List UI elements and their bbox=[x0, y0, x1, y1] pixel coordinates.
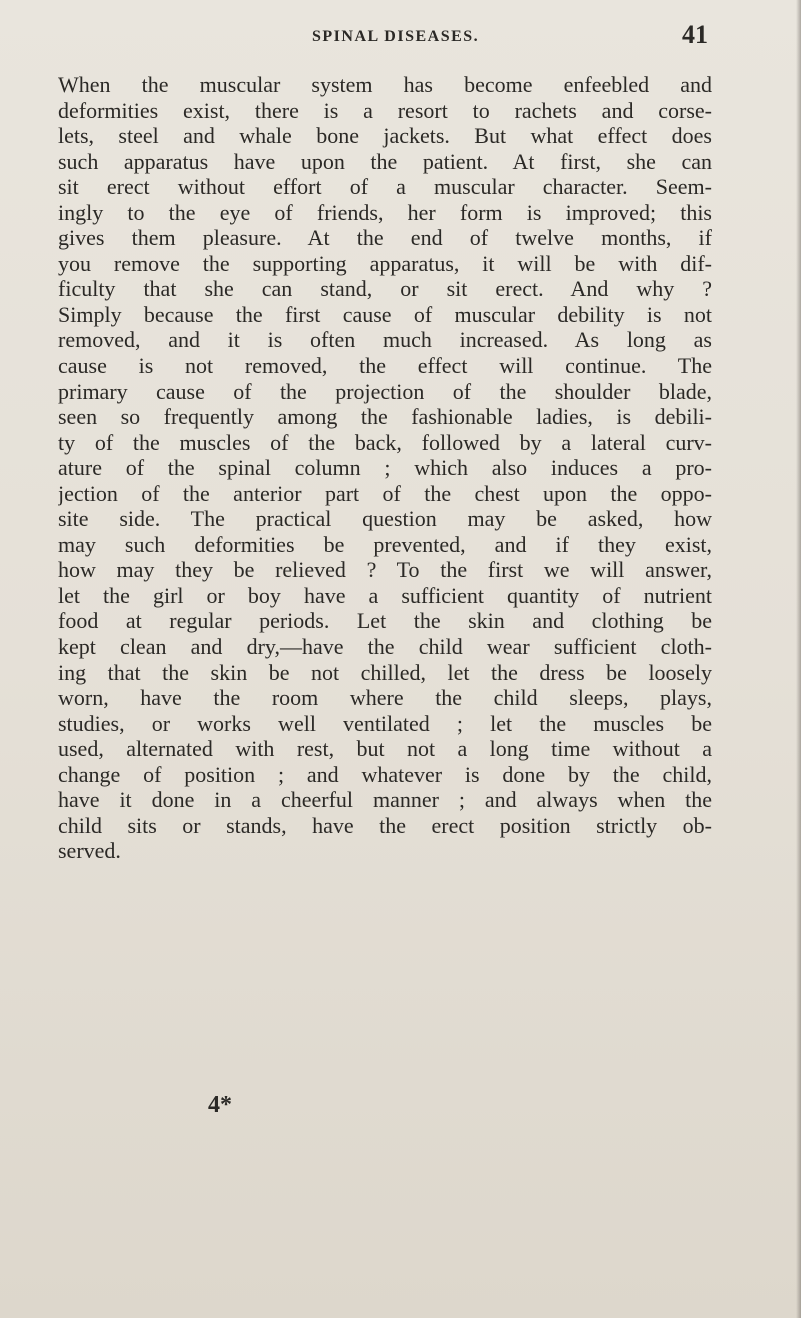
text-line: When the muscular system has become enfeebled and bbox=[58, 72, 712, 97]
text-line: deformities exist, there is a resort to rachets and corse- bbox=[58, 97, 712, 123]
text-line: used, alternated with rest, but not a long time without a bbox=[58, 736, 712, 762]
text-line: worn, have the room where the child sleeps, plays, bbox=[58, 685, 712, 711]
text-line: kept clean and dry,—have the child wear sufficient cloth- bbox=[58, 634, 712, 660]
text-line: ingly to the eye of friends, her form is improved; this bbox=[58, 199, 712, 225]
text-line: have it done in a cheerful manner ; and always when the bbox=[58, 787, 712, 813]
text-line: gives them pleasure. At the end of twelve months, if bbox=[58, 225, 712, 251]
body-text bbox=[58, 72, 712, 864]
text-line: change of position ; and whatever is done by the child, bbox=[58, 761, 712, 787]
text-line: you remove the supporting apparatus, it will be with dif- bbox=[58, 250, 712, 276]
text-line: food at regular periods. Let the skin and clothing be bbox=[58, 608, 712, 634]
text-line: how may they be relieved ? To the first we will answer, bbox=[58, 557, 712, 583]
page-edge-shadow bbox=[796, 0, 801, 1318]
text-line: ty of the muscles of the back, followed by a lateral curv- bbox=[58, 429, 712, 455]
text-line: ficulty that she can stand, or sit erect. And why ? bbox=[58, 276, 712, 302]
text-line: primary cause of the projection of the shoulder blade, bbox=[58, 378, 712, 404]
text-line: such apparatus have upon the patient. At first, she can bbox=[58, 148, 712, 174]
text-line: Simply because the first cause of muscular debility is not bbox=[58, 301, 712, 327]
text-line: removed, and it is often much increased. As long as bbox=[58, 327, 712, 353]
text-line: let the girl or boy have a sufficient quantity of nutrient bbox=[58, 582, 712, 608]
text-line: jection of the anterior part of the chest upon the oppo- bbox=[58, 480, 712, 506]
text-line: may such deformities be prevented, and if they exist, bbox=[58, 531, 712, 557]
text-line: seen so frequently among the fashionable ladies, is debili- bbox=[58, 404, 712, 430]
page-number: 41 bbox=[682, 20, 708, 49]
page-header bbox=[58, 22, 708, 52]
text-line: studies, or works well ventilated ; let the muscles be bbox=[58, 710, 712, 736]
text-line: ature of the spinal column ; which also induces a pro- bbox=[58, 455, 712, 481]
text-line: site side. The practical question may be asked, how bbox=[58, 506, 712, 532]
text-line: child sits or stands, have the erect position strictly ob- bbox=[58, 812, 712, 838]
running-head: SPINAL DISEASES. bbox=[312, 28, 480, 45]
text-line: sit erect without effort of a muscular character. Seem- bbox=[58, 174, 712, 200]
text-line: lets, steel and whale bone jackets. But what effect does bbox=[58, 123, 712, 149]
text-line: ing that the skin be not chilled, let the dress be loosely bbox=[58, 659, 712, 685]
text-line: cause is not removed, the effect will continue. The bbox=[58, 353, 712, 379]
text-line-final: served. bbox=[58, 838, 121, 864]
signature-mark: 4* bbox=[208, 1092, 232, 1118]
